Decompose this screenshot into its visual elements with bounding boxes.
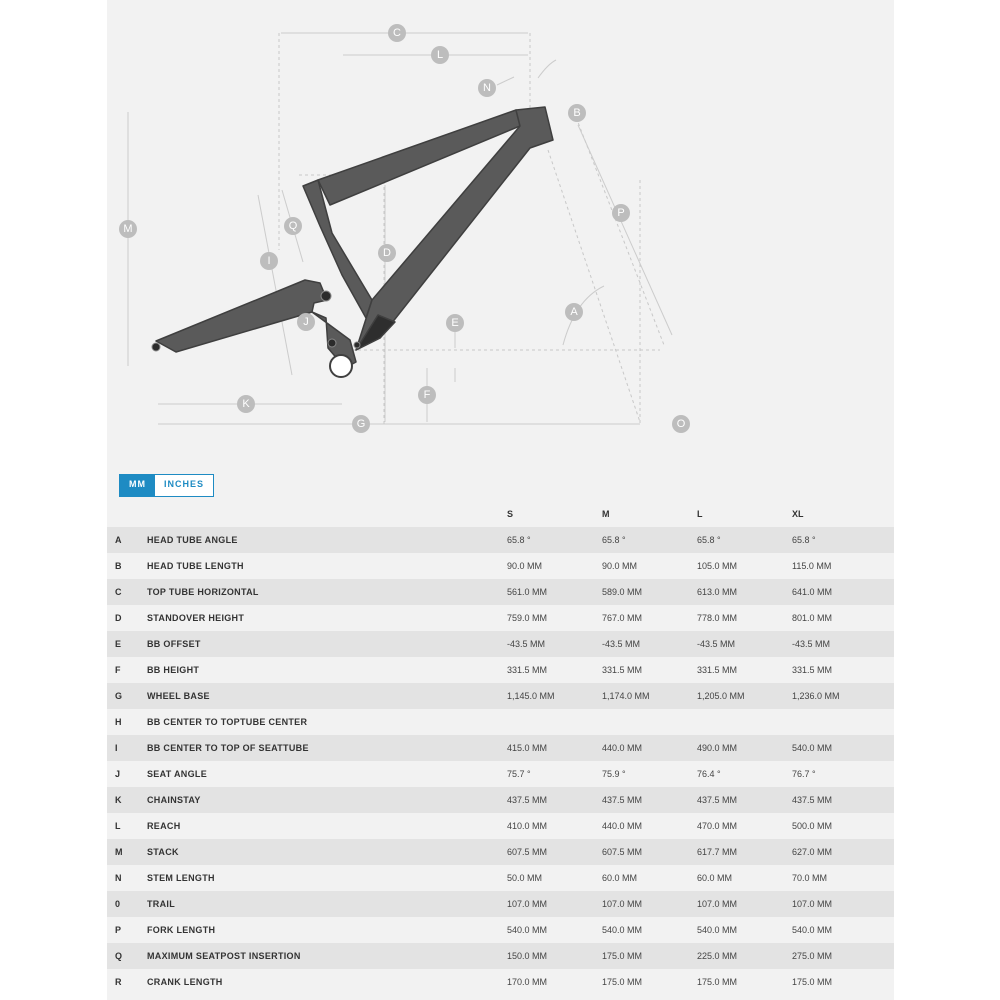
row-code: 0	[107, 891, 147, 917]
row-name: TOP TUBE HORIZONTAL	[147, 579, 507, 605]
row-value-m: 589.0 MM	[602, 579, 697, 605]
row-value-m: 175.0 MM	[602, 969, 697, 995]
dim-label-q: Q	[288, 220, 298, 232]
row-value-l: 331.5 MM	[697, 657, 792, 683]
table-row	[107, 943, 894, 969]
row-name: HEAD TUBE LENGTH	[147, 553, 507, 579]
row-value-s: 1,145.0 MM	[507, 683, 602, 709]
row-code: E	[107, 631, 147, 657]
unit-inches-button[interactable]: INCHES	[164, 479, 205, 489]
row-value-l	[697, 709, 792, 735]
dim-label-l: L	[436, 49, 444, 61]
dim-label-o: O	[676, 418, 686, 430]
row-code: G	[107, 683, 147, 709]
row-name: BB CENTER TO TOP OF SEATTUBE	[147, 735, 507, 761]
dim-label-a: A	[570, 306, 578, 318]
row-value-xl	[792, 709, 894, 735]
row-code: J	[107, 761, 147, 787]
row-value-m: 540.0 MM	[602, 917, 697, 943]
row-value-l: 105.0 MM	[697, 553, 792, 579]
frame-geometry-diagram	[0, 0, 1000, 460]
table-row	[107, 787, 894, 813]
row-code: B	[107, 553, 147, 579]
row-value-s: 410.0 MM	[507, 813, 602, 839]
dim-label-m: M	[123, 223, 133, 235]
dim-label-k: K	[242, 398, 250, 410]
table-row	[107, 813, 894, 839]
row-value-l: 613.0 MM	[697, 579, 792, 605]
table-row	[107, 917, 894, 943]
row-value-s: -43.5 MM	[507, 631, 602, 657]
dim-label-j: J	[303, 316, 309, 328]
row-name: BB OFFSET	[147, 631, 507, 657]
row-value-xl: 801.0 MM	[792, 605, 894, 631]
size-header-s: S	[507, 509, 514, 519]
table-row	[107, 553, 894, 579]
row-value-s	[507, 709, 602, 735]
row-value-m: 65.8 °	[602, 527, 697, 553]
row-value-s: 437.5 MM	[507, 787, 602, 813]
row-value-s: 107.0 MM	[507, 891, 602, 917]
row-value-m: 440.0 MM	[602, 735, 697, 761]
table-row	[107, 761, 894, 787]
table-body	[107, 527, 894, 995]
row-value-l: 540.0 MM	[697, 917, 792, 943]
size-header-xl: XL	[792, 509, 804, 519]
row-code: R	[107, 969, 147, 995]
table-row	[107, 969, 894, 995]
row-value-m: 60.0 MM	[602, 865, 697, 891]
row-value-m: 107.0 MM	[602, 891, 697, 917]
row-value-xl: 437.5 MM	[792, 787, 894, 813]
row-value-xl: 1,236.0 MM	[792, 683, 894, 709]
row-value-s: 65.8 °	[507, 527, 602, 553]
row-value-xl: 500.0 MM	[792, 813, 894, 839]
table-row	[107, 657, 894, 683]
dim-label-g: G	[356, 418, 366, 430]
size-header-m: M	[602, 509, 610, 519]
row-code: L	[107, 813, 147, 839]
row-name: STANDOVER HEIGHT	[147, 605, 507, 631]
row-value-xl: 627.0 MM	[792, 839, 894, 865]
arrow-lines	[128, 33, 672, 424]
row-value-xl: 65.8 °	[792, 527, 894, 553]
row-value-s: 150.0 MM	[507, 943, 602, 969]
row-value-m: 767.0 MM	[602, 605, 697, 631]
row-value-s: 170.0 MM	[507, 969, 602, 995]
row-value-m: 331.5 MM	[602, 657, 697, 683]
bottom-bracket	[330, 355, 352, 377]
row-code: I	[107, 735, 147, 761]
row-name: SEAT ANGLE	[147, 761, 507, 787]
row-value-m	[602, 709, 697, 735]
row-value-s: 415.0 MM	[507, 735, 602, 761]
row-value-s: 759.0 MM	[507, 605, 602, 631]
row-code: F	[107, 657, 147, 683]
dim-label-d: D	[383, 247, 391, 259]
size-header-l: L	[697, 509, 703, 519]
dimension-badges	[119, 24, 690, 433]
row-value-m: 437.5 MM	[602, 787, 697, 813]
row-value-xl: 641.0 MM	[792, 579, 894, 605]
row-value-xl: 331.5 MM	[792, 657, 894, 683]
row-value-l: 65.8 °	[697, 527, 792, 553]
dim-label-f: F	[423, 389, 431, 401]
row-value-xl: 76.7 °	[792, 761, 894, 787]
row-value-l: 470.0 MM	[697, 813, 792, 839]
row-value-s: 540.0 MM	[507, 917, 602, 943]
row-code: M	[107, 839, 147, 865]
dim-label-p: P	[617, 207, 625, 219]
row-name: STACK	[147, 839, 507, 865]
row-name: STEM LENGTH	[147, 865, 507, 891]
row-value-s: 331.5 MM	[507, 657, 602, 683]
row-value-m: 440.0 MM	[602, 813, 697, 839]
row-value-s: 50.0 MM	[507, 865, 602, 891]
table-row	[107, 631, 894, 657]
unit-mm-button[interactable]: MM	[120, 475, 155, 496]
row-value-m: 175.0 MM	[602, 943, 697, 969]
table-header-row	[107, 501, 894, 527]
row-value-xl: 70.0 MM	[792, 865, 894, 891]
row-value-m: 1,174.0 MM	[602, 683, 697, 709]
row-name: CRANK LENGTH	[147, 969, 507, 995]
row-value-l: 437.5 MM	[697, 787, 792, 813]
row-value-xl: 107.0 MM	[792, 891, 894, 917]
row-value-l: 60.0 MM	[697, 865, 792, 891]
row-value-l: 490.0 MM	[697, 735, 792, 761]
dim-label-e: E	[451, 317, 459, 329]
row-value-xl: 275.0 MM	[792, 943, 894, 969]
row-value-l: 175.0 MM	[697, 969, 792, 995]
row-value-m: 90.0 MM	[602, 553, 697, 579]
row-value-xl: 540.0 MM	[792, 735, 894, 761]
row-name: BB HEIGHT	[147, 657, 507, 683]
row-value-xl: -43.5 MM	[792, 631, 894, 657]
row-value-s: 561.0 MM	[507, 579, 602, 605]
table-row	[107, 527, 894, 553]
row-value-l: 76.4 °	[697, 761, 792, 787]
row-code: D	[107, 605, 147, 631]
row-value-xl: 175.0 MM	[792, 969, 894, 995]
row-value-xl: 115.0 MM	[792, 553, 894, 579]
table-row	[107, 735, 894, 761]
row-name: MAXIMUM SEATPOST INSERTION	[147, 943, 507, 969]
badge-labels	[123, 27, 685, 430]
row-code: H	[107, 709, 147, 735]
row-value-m: 75.9 °	[602, 761, 697, 787]
unit-toggle	[119, 474, 214, 497]
dim-label-n: N	[483, 82, 491, 94]
bike-frame	[156, 107, 553, 368]
row-code: A	[107, 527, 147, 553]
row-name: TRAIL	[147, 891, 507, 917]
table-row	[107, 839, 894, 865]
table-row	[107, 579, 894, 605]
row-name: BB CENTER TO TOPTUBE CENTER	[147, 709, 507, 735]
row-value-xl: 540.0 MM	[792, 917, 894, 943]
row-code: N	[107, 865, 147, 891]
dim-label-i: I	[267, 255, 271, 267]
row-value-l: 107.0 MM	[697, 891, 792, 917]
row-value-l: 617.7 MM	[697, 839, 792, 865]
dim-label-c: C	[393, 27, 401, 39]
row-value-s: 75.7 °	[507, 761, 602, 787]
row-value-l: 225.0 MM	[697, 943, 792, 969]
row-value-m: 607.5 MM	[602, 839, 697, 865]
row-name: WHEEL BASE	[147, 683, 507, 709]
row-name: HEAD TUBE ANGLE	[147, 527, 507, 553]
row-code: C	[107, 579, 147, 605]
table-row	[107, 683, 894, 709]
table-row	[107, 605, 894, 631]
row-code: P	[107, 917, 147, 943]
row-value-s: 90.0 MM	[507, 553, 602, 579]
row-value-m: -43.5 MM	[602, 631, 697, 657]
row-name: CHAINSTAY	[147, 787, 507, 813]
row-code: K	[107, 787, 147, 813]
table-row	[107, 891, 894, 917]
row-code: Q	[107, 943, 147, 969]
row-value-s: 607.5 MM	[507, 839, 602, 865]
dim-label-b: B	[573, 107, 581, 119]
table-row	[107, 865, 894, 891]
row-value-l: -43.5 MM	[697, 631, 792, 657]
row-value-l: 1,205.0 MM	[697, 683, 792, 709]
table-row	[107, 709, 894, 735]
row-value-l: 778.0 MM	[697, 605, 792, 631]
geometry-table	[107, 501, 894, 995]
row-name: REACH	[147, 813, 507, 839]
row-name: FORK LENGTH	[147, 917, 507, 943]
